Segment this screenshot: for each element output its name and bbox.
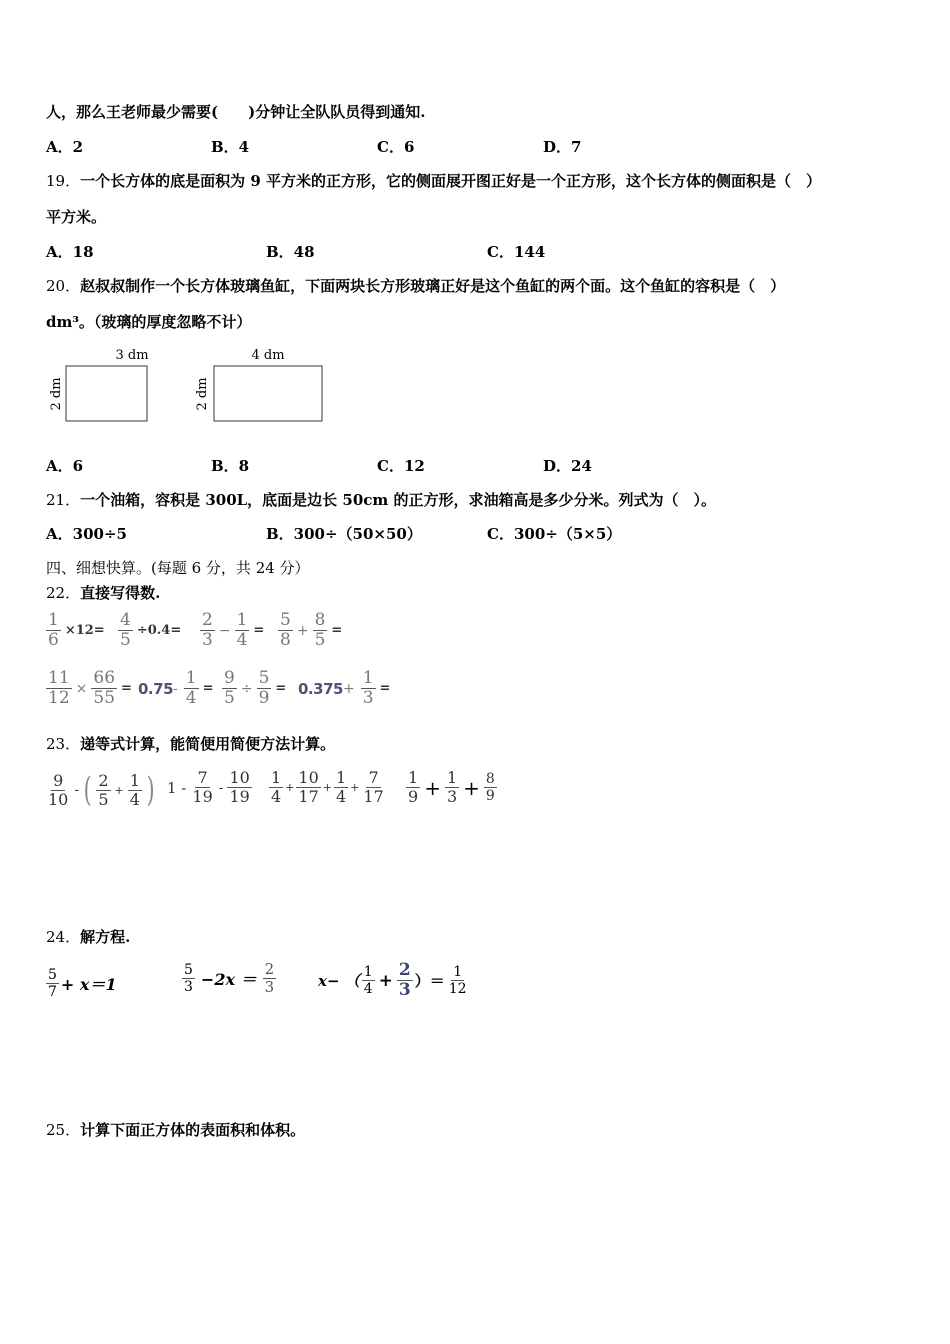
numerator: 11 [48, 668, 70, 688]
rect1 [66, 366, 147, 421]
q22-number: 22． [46, 584, 81, 602]
numerator: 4 [120, 610, 131, 630]
denominator: 3 [398, 980, 411, 1000]
q23-number: 23． [46, 735, 81, 753]
operator: + [350, 781, 360, 794]
denominator: 3 [446, 787, 458, 806]
q24-text: 解方程. [80, 928, 131, 946]
denominator: 8 [280, 630, 291, 650]
numerator: 10 [298, 768, 319, 787]
denominator: 5 [120, 630, 131, 650]
q20-option-a: A．6 [46, 457, 84, 475]
denominator: 9 [408, 787, 419, 806]
decimal-value: 0.75 [138, 679, 174, 698]
expr-tail: = [275, 681, 287, 696]
q24-question [46, 927, 130, 947]
q18-option-b: B．4 [211, 138, 250, 156]
q25-question [46, 1120, 305, 1140]
denominator: 4 [129, 789, 140, 809]
q24-equation2 [180, 962, 278, 995]
q18-text: 人，那么王老师最少需要( )分钟让全队队员得到通知. [46, 103, 426, 121]
operator: + [342, 680, 355, 697]
operator: + [322, 781, 332, 794]
q22-r1-expr3 [198, 612, 264, 649]
denominator: 4 [271, 787, 282, 806]
q18-option-d: D．7 [543, 138, 582, 156]
denominator: 17 [363, 787, 384, 806]
denominator: 3 [264, 978, 275, 996]
numerator: 1 [362, 668, 374, 688]
q22-question [46, 583, 160, 603]
denominator: 17 [298, 787, 319, 806]
operator: - [173, 680, 178, 697]
denominator: 5 [224, 688, 235, 708]
denominator: 4 [185, 688, 197, 708]
operator: × [75, 680, 88, 697]
q20-rectangles-diagram [44, 344, 334, 426]
q19-option-b: B．48 [266, 243, 315, 261]
numerator: 9 [224, 668, 235, 688]
q20-text-cont: dm³。（玻璃的厚度忽略不计） [46, 313, 252, 331]
q19-text-cont: 平方米。 [46, 208, 107, 226]
denominator: 55 [93, 688, 116, 708]
denominator: 3 [362, 688, 374, 708]
denominator: 3 [184, 979, 193, 995]
q22-r2-expr2 [138, 670, 213, 707]
denominator: 10 [48, 789, 69, 809]
q21-option-b: B．300÷（50×50） [266, 525, 422, 543]
equation-middle: ）＝ [414, 972, 445, 990]
numerator: 8 [314, 610, 326, 630]
operator: + [463, 775, 480, 800]
numerator: 5 [184, 962, 193, 978]
denominator: 4 [236, 630, 248, 650]
numerator: 7 [197, 768, 208, 787]
denominator: 5 [314, 630, 326, 650]
operator: + [285, 781, 295, 794]
q22-r2-expr3 [220, 670, 286, 707]
q22-r1-expr1 [44, 612, 105, 649]
decimal-value: 0.375 [298, 679, 343, 698]
denominator: 12 [448, 981, 467, 997]
expr-tail: = [331, 623, 343, 638]
operator: + [424, 775, 441, 800]
numerator: 1 [185, 668, 197, 688]
numerator: 1 [129, 770, 140, 790]
operator: - [218, 779, 224, 796]
rect1-side-label: 2 dm [49, 377, 64, 411]
operator: + [296, 622, 309, 639]
q19-question [46, 171, 821, 191]
q19-text: 一个长方体的底是面积为 9 平方米的正方形，它的侧面展开图正好是一个正方形，这个长方体的侧面积是（ ） [80, 172, 821, 190]
rect1-top-label: 3 dm [115, 348, 149, 363]
rect2-side-label: 2 dm [195, 377, 210, 411]
equation-rest: + x＝1 [60, 975, 117, 994]
numerator: 1 [48, 610, 59, 630]
denominator: 4 [335, 787, 347, 806]
rect2 [214, 366, 322, 421]
numerator: 1 [363, 964, 373, 980]
expr-tail: = [379, 681, 391, 696]
q22-r2-expr4 [298, 670, 390, 707]
numerator: 5 [258, 668, 270, 688]
q22-r1-expr4 [276, 612, 342, 649]
numerator: 5 [280, 610, 291, 630]
q18-option-a: A．2 [46, 138, 84, 156]
numerator: 5 [48, 967, 57, 983]
q20-option-b: B．8 [211, 457, 250, 475]
operator: - [74, 782, 80, 798]
expr-tail: ÷0.4= [136, 623, 182, 638]
q23-expr4 [404, 770, 499, 805]
denominator: 3 [202, 630, 213, 650]
expr-tail: = [121, 681, 132, 696]
q20-question [46, 276, 785, 296]
q23-expr2 [165, 770, 254, 805]
operator: + [378, 970, 393, 991]
expr-tail: = [253, 623, 265, 638]
right-paren: ) [146, 770, 155, 810]
q25-text: 计算下面正方体的表面积和体积。 [80, 1121, 306, 1139]
operator: − [218, 622, 231, 639]
numerator: 1 [446, 768, 458, 787]
numerator: 7 [368, 768, 379, 787]
q19-option-a: A．18 [46, 243, 94, 261]
q21-option-a: A．300÷5 [46, 525, 127, 543]
q24-equation1 [44, 968, 117, 999]
q23-question [46, 734, 335, 754]
expr-tail: ×12= [64, 623, 105, 638]
numerator: 1 [408, 768, 419, 787]
expr-tail: = [202, 681, 214, 696]
denominator: 19 [229, 787, 250, 806]
numerator: 2 [202, 610, 213, 630]
denominator: 6 [48, 630, 59, 650]
section4-title: 四、细想快算。(每题 6 分，共 24 分） [46, 559, 310, 577]
equation-lead: x− （ [318, 972, 360, 990]
q19-number: 19． [46, 172, 81, 190]
denominator: 5 [98, 789, 109, 809]
operator: + [114, 783, 124, 797]
numerator: 1 [335, 768, 347, 787]
q23-expr3 [267, 770, 388, 805]
q22-r2-expr1 [44, 670, 132, 707]
q19-option-c: C．144 [487, 243, 546, 261]
q25-number: 25． [46, 1121, 81, 1139]
numerator: 9 [53, 770, 64, 790]
numerator: 10 [229, 768, 250, 787]
denominator: 9 [258, 688, 270, 708]
q24-number: 24． [46, 928, 81, 946]
operator: ÷ [240, 680, 253, 697]
numerator: 8 [485, 771, 495, 787]
denominator: 9 [485, 788, 495, 804]
numerator: 66 [93, 668, 116, 688]
numerator: 1 [271, 768, 282, 787]
q20-number: 20． [46, 277, 81, 295]
numerator: 2 [264, 960, 275, 978]
q22-r1-expr2 [116, 612, 181, 649]
rect2-top-label: 4 dm [251, 348, 285, 363]
q23-text: 递等式计算，能简便用简便方法计算。 [80, 735, 336, 753]
equation-middle: −2x ＝ [200, 970, 257, 989]
left-paren: ( [83, 770, 92, 810]
expr-lead: 1 - [167, 778, 187, 797]
numerator: 2 [98, 770, 109, 790]
numerator: 1 [236, 610, 248, 630]
q18-option-c: C．6 [377, 138, 415, 156]
numerator: 2 [398, 960, 411, 980]
q24-equation3 [318, 962, 471, 999]
q20-option-d: D．24 [543, 457, 592, 475]
q21-question [46, 490, 716, 510]
denominator: 19 [192, 787, 213, 806]
q21-number: 21． [46, 491, 81, 509]
denominator: 7 [48, 984, 57, 1000]
q20-text: 赵叔叔制作一个长方体玻璃鱼缸，下面两块长方形玻璃正好是这个鱼缸的两个面。这个鱼缸的容积是（ ） [80, 277, 786, 295]
q23-expr1 [44, 770, 157, 810]
q21-option-c: C．300÷（5×5） [487, 525, 622, 543]
denominator: 4 [363, 981, 373, 997]
q22-text: 直接写得数. [80, 584, 161, 602]
q20-option-c: C．12 [377, 457, 425, 475]
denominator: 12 [48, 688, 70, 708]
q21-text: 一个油箱，容积是 300L，底面是边长 50cm 的正方形，求油箱高是多少分米。列式为（ ）。 [80, 491, 717, 509]
numerator: 1 [453, 964, 463, 980]
